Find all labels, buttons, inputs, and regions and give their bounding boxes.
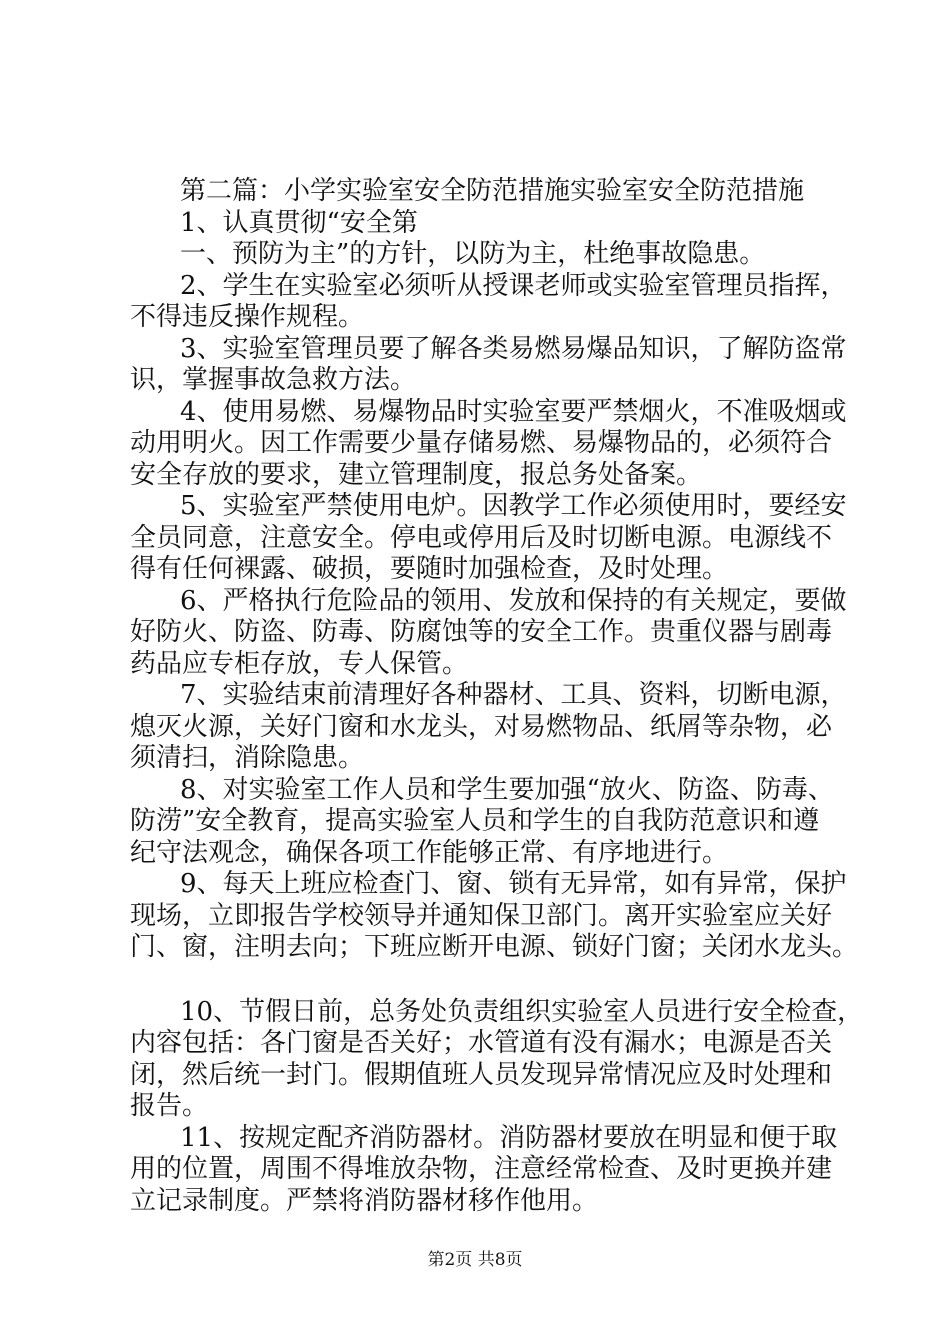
paragraph-line: 2、学生在实验室必须听从授课老师或实验室管理员指挥， <box>180 270 847 301</box>
paragraph-line: 内容包括：各门窗是否关好；水管道有没有漏水；电源是否关 <box>130 1028 833 1058</box>
paragraph-gap <box>130 964 850 997</box>
paragraph-line: 门、窗，注明去向；下班应断开电源、锁好门窗；关闭水龙头。 <box>130 932 859 962</box>
page-number: 第2页 共8页 <box>427 1250 523 1270</box>
paragraph-line: 报告。 <box>130 1091 209 1121</box>
page-footer <box>0 1245 950 1270</box>
paragraph-line: 得有任何裸露、破损，要随时加强检查，及时处理。 <box>130 554 729 584</box>
paragraph-line: 5、实验室严禁使用电炉。因教学工作必须使用时，要经安 <box>180 491 847 521</box>
paragraph-line: 现场，立即报告学校领导并通知保卫部门。离开实验室应关好 <box>130 900 833 931</box>
paragraph-line: 10、节假日前，总务处负责组织实验室人员进行安全检查， <box>180 996 864 1027</box>
paragraph-line: 11、按规定配齐消防器材。消防器材要放在明显和便于取 <box>180 1122 838 1153</box>
paragraph-line: 闭，然后统一封门。假期值班人员发现异常情况应及时处理和 <box>130 1059 833 1090</box>
paragraph-line: 药品应专柜存放，专人保管。 <box>130 648 469 679</box>
paragraph-line: 一、预防为主”的方针，以防为主，杜绝事故隐患。 <box>180 239 766 269</box>
paragraph-line: 识，掌握事故急救方法。 <box>130 365 417 395</box>
paragraph-line: 不得违反操作规程。 <box>130 302 365 332</box>
paragraph-line: 动用明火。因工作需要少量存储易燃、易爆物品的，必须符合 <box>130 428 833 458</box>
paragraph-line: 全员同意，注意安全。停电或停用后及时切断电源。电源线不 <box>130 522 833 553</box>
paragraph-line: 7、实验结束前清理好各种器材、工具、资料，切断电源， <box>180 680 847 710</box>
paragraph-line: 6、严格执行危险品的领用、发放和保持的有关规定，要做 <box>180 585 847 616</box>
document-body <box>130 176 864 1217</box>
paragraph-line: 防涝”安全教育，提高实验室人员和学生的自我防范意识和遵 <box>130 806 820 836</box>
paragraph-line: 熄灭火源，关好门窗和水龙头，对易燃物品、纸屑等杂物，必 <box>130 711 833 742</box>
paragraph-line: 4、使用易燃、易爆物品时实验室要严禁烟火，不准吸烟或 <box>180 396 847 427</box>
paragraph-line: 3、实验室管理员要了解各类易燃易爆品知识，了解防盗常 <box>180 333 847 364</box>
paragraph-line: 须清扫，消除隐患。 <box>130 743 365 773</box>
document-title: 第二篇：小学实验室安全防范措施实验室安全防范措施 <box>180 176 805 206</box>
paragraph-line: 纪守法观念，确保各项工作能够正常、有序地进行。 <box>130 837 729 868</box>
paragraph-line: 安全存放的要求，建立管理制度，报总务处备案。 <box>130 459 703 490</box>
paragraph-line: 立记录制度。严禁将消防器材移作他用。 <box>130 1185 599 1216</box>
paragraph-line: 好防火、防盗、防毒、防腐蚀等的安全工作。贵重仪器与剧毒 <box>130 617 833 647</box>
paragraph-line: 8、对实验室工作人员和学生要加强“放火、防盗、防毒、 <box>180 774 834 805</box>
paragraph-line: 9、每天上班应检查门、窗、锁有无异常，如有异常，保护 <box>180 869 847 899</box>
paragraph-line: 用的位置，周围不得堆放杂物，注意经常检查、及时更换并建 <box>130 1154 833 1184</box>
paragraph-line: 1、认真贯彻“安全第 <box>180 207 418 238</box>
